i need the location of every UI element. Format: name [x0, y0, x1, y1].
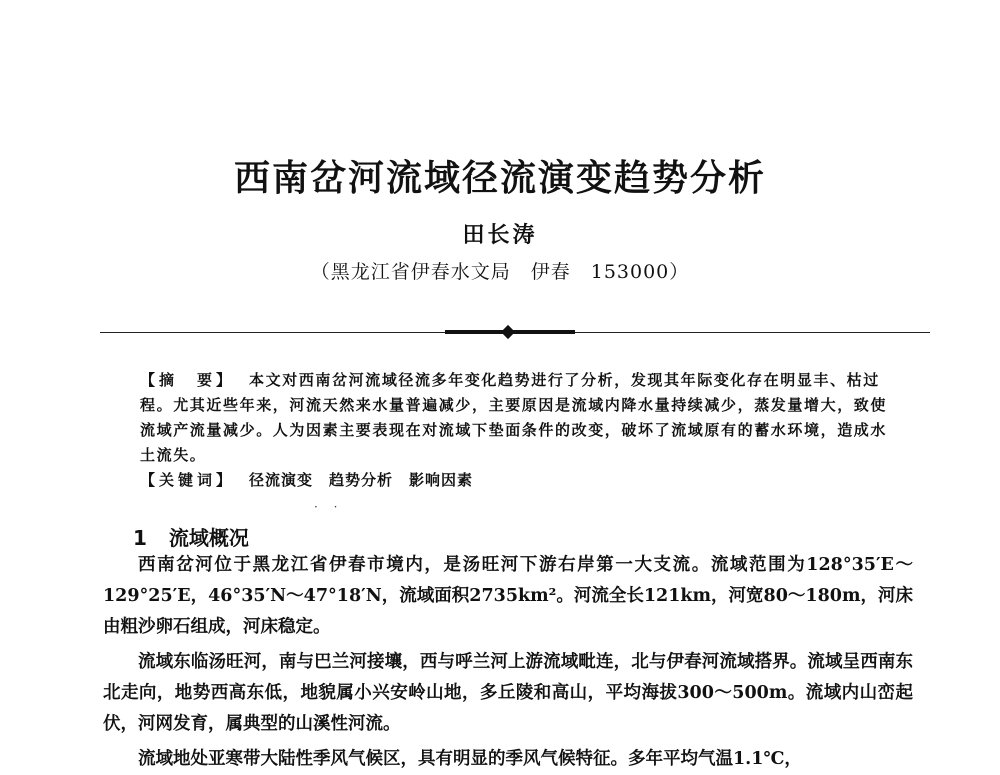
abstract-text: 本文对西南岔河流域径流多年变化趋势进行了分析，发现其年际变化存在明显丰、枯过程。尤其近些年来，河流天然来水量普遍减少，主要原因是流域内降水量持续减少，蒸发量增大，致使流域产流量减少。人为因素主要表现在对流域下垫面条件的改变，破坏了流域原有的蓄水环境，造成水土流失。	[140, 371, 888, 464]
abstract-label: 【摘 要】	[140, 371, 236, 389]
body-paragraph: 西南岔河位于黑龙江省伊春市境内，是汤旺河下游右岸第一大支流。流域范围为128°35′E～129°25′E，46°35′N～47°18′N，流域面积2735km²。河流全长121km，河宽80～180m，河床由粗沙卵石组成，河床稳定。	[103, 555, 913, 637]
author-name: 田长涛	[462, 222, 538, 248]
body-paragraph: 流域东临汤旺河，南与巴兰河接壤，西与呼兰河上游流域毗连，北与伊春河流域搭界。流域呈西南东北走向，地势西高东低，地貌属小兴安岭山地，多丘陵和高山，平均海拔300～500m。流域内山峦起伏，河网发育，属典型的山溪性河流。	[103, 652, 913, 734]
keyword-item: 趋势分析	[329, 471, 394, 489]
keyword-item: 影响因素	[409, 471, 474, 489]
paper-title: 西南岔河流域径流演变趋势分析	[233, 158, 766, 199]
keywords-line	[140, 468, 902, 493]
section-title: 流域概况	[168, 526, 249, 550]
section-number: 1	[133, 526, 147, 550]
body-paragraph: 流域地处亚寒带大陆性季风气候区，具有明显的季风气候特征。多年平均气温1.1℃，	[138, 749, 802, 769]
title-divider	[100, 332, 930, 333]
abstract-paragraph	[140, 368, 902, 468]
divider-diamond	[501, 325, 515, 339]
scan-speck: · ·	[314, 500, 344, 514]
author-affiliation: （黑龙江省伊春水文局 伊春 153000）	[310, 261, 690, 283]
abstract-block	[140, 368, 902, 493]
keyword-item: 径流演变	[249, 471, 314, 489]
keywords-label: 【关键词】	[140, 471, 236, 489]
section-heading	[133, 522, 249, 551]
section-body	[103, 550, 913, 775]
